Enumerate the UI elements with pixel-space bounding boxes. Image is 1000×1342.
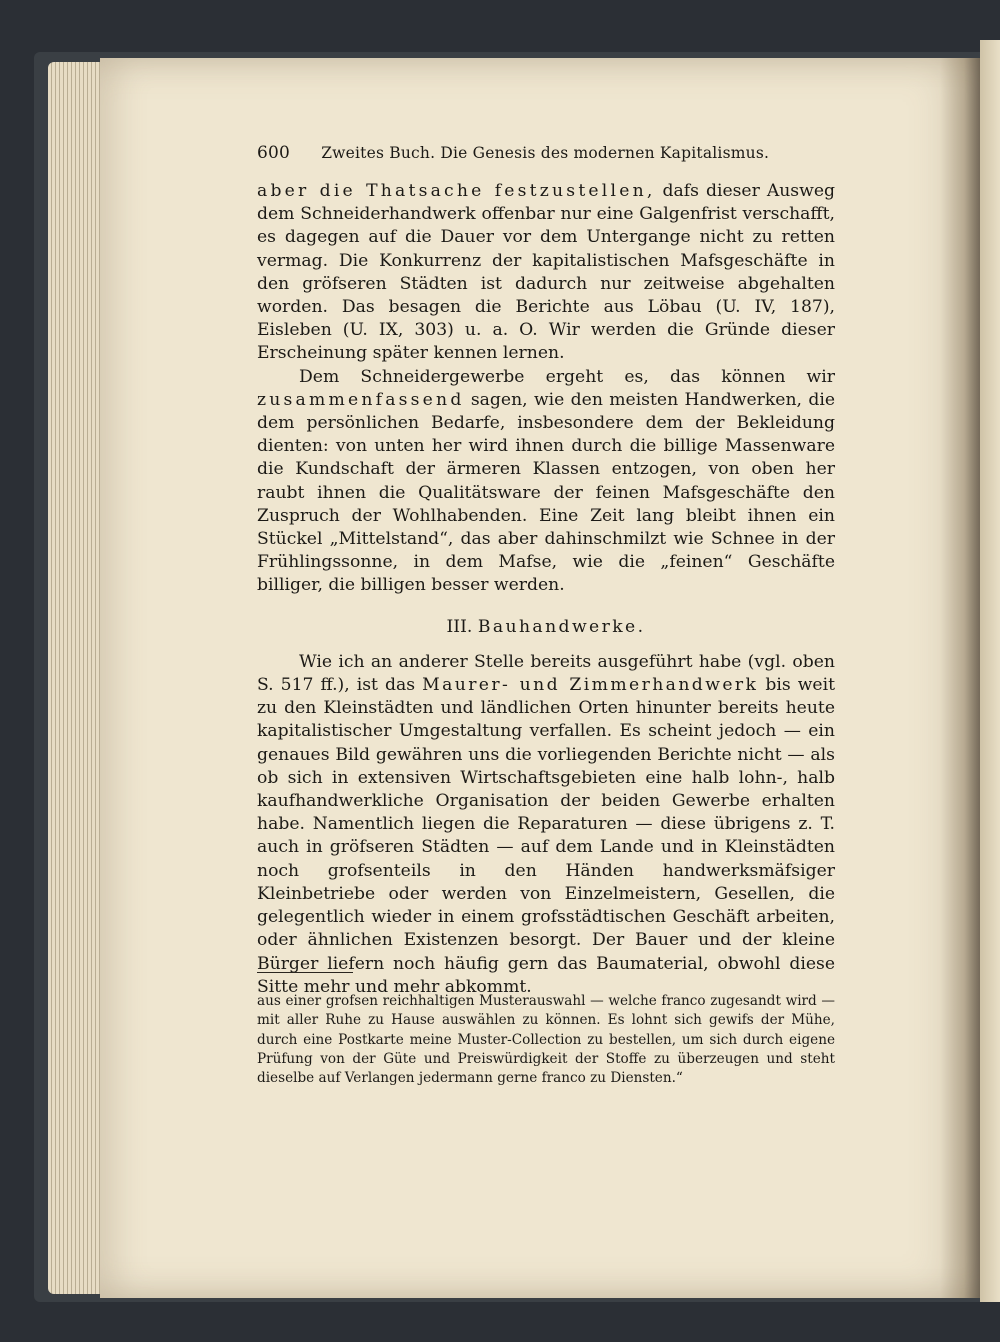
section-number: III.: [446, 616, 473, 637]
facing-page-edge: [980, 40, 1000, 1302]
paragraph-1: [257, 180, 835, 366]
paragraph-text: sagen, wie den meisten Handwerken, die dem persönlichen Bedarfe, insbesondere dem der Bekleidung dienten: von unten her wird ihnen durch die billige Massenware die Kundschaft der ärmeren Klassen entzogen, von oben her raubt ihnen die Qualitätsware der feinen Mafsgeschäfte den Zuspruch der Wohlhabenden. Eine Zeit lang bleibt ihnen ein Stückel „Mittelstand“, das aber dahinschmilzt wie Schnee in der Frühlingssonne, in dem Mafse, wie die „feinen“ Geschäfte billiger, die billigen besser werden.: [257, 389, 835, 596]
paragraph-text: dafs dieser Ausweg dem Schneiderhandwerk offenbar nur eine Galgenfrist verschafft, es dagegen auf die Dauer vor dem Untergange nicht zu retten vermag. Die Konkurrenz der kapitalistischen Mafsgeschäfte in den gröfseren Städten ist dadurch nur zeitweise abgehalten worden. Das besagen die Berichte aus Löbau (U. IV, 187), Eisleben (U. IX, 303) u. a. O. Wir werden die Gründe dieser Erscheinung später kennen lernen.: [257, 181, 836, 364]
spaced-emphasis: zusammenfassend: [257, 389, 465, 410]
footnote-text: aus einer grofsen reichhaltigen Musterauswahl — welche franco zugesandt wird — mit aller Ruhe zu Hause auswählen zu können. Es lohnt sich gewifs der Mühe, durch eine Postkarte meine Muster-Collection zu bestellen, um sich durch eigene Prüfung von der Güte und Preiswürdigkeit der Stoffe zu überzeugen und steht dieselbe auf Verlangen jedermann gerne franco zu Diensten.“: [257, 993, 835, 1087]
spaced-emphasis: Maurer- und Zimmerhandwerk: [422, 675, 759, 696]
page-number: 600: [257, 143, 291, 163]
page-gutter: [940, 58, 980, 1298]
paragraph-3: [257, 651, 835, 999]
running-title: Zweites Buch. Die Genesis des modernen Kapitalismus.: [321, 144, 770, 162]
paragraph-text: Dem Schneidergewerbe ergeht es, das können wir: [299, 366, 835, 387]
footnote-rule: [257, 972, 353, 973]
body-text: [257, 180, 835, 999]
paragraph-2: [257, 366, 835, 598]
footnote: [257, 992, 835, 1088]
paragraph-text: bis weit zu den Kleinstädten und ländlichen Orten hinunter bereits heute kapitalistischer Umgestaltung verfallen. Es scheint jedoch — ein genaues Bild gewähren uns die vorliegenden Berichte nicht — als ob sich in extensiven Wirtschaftsgebieten eine halb lohn-, halb kaufhandwerkliche Organisation der beiden Gewerbe erhalten habe. Namentlich liegen die Reparaturen — diese übrigens z. T. auch in gröfseren Städten — auf dem Lande und in Kleinstädten noch grofsenteils in den Händen handwerksmäfsiger Kleinbetriebe oder werden von Einzelmeistern, Gesellen, die gelegentlich wieder in einem grofsstädtischen Geschäft arbeiten, oder ähnlichen Existenzen besorgt. Der Bauer und der kleine Bürger liefern noch häufig gern das Baumaterial, obwohl diese Sitte mehr und mehr abkommt.: [257, 675, 835, 997]
section-title: Bauhandwerke.: [477, 616, 646, 637]
spaced-emphasis: aber die Thatsache festzustellen,: [257, 181, 656, 201]
section-heading: [257, 616, 835, 639]
running-header: [257, 143, 835, 163]
paragraph-text: Wie ich an anderer Stelle bereits ausgeführt habe (vgl. oben S. 517 ff.), ist das: [257, 651, 835, 696]
